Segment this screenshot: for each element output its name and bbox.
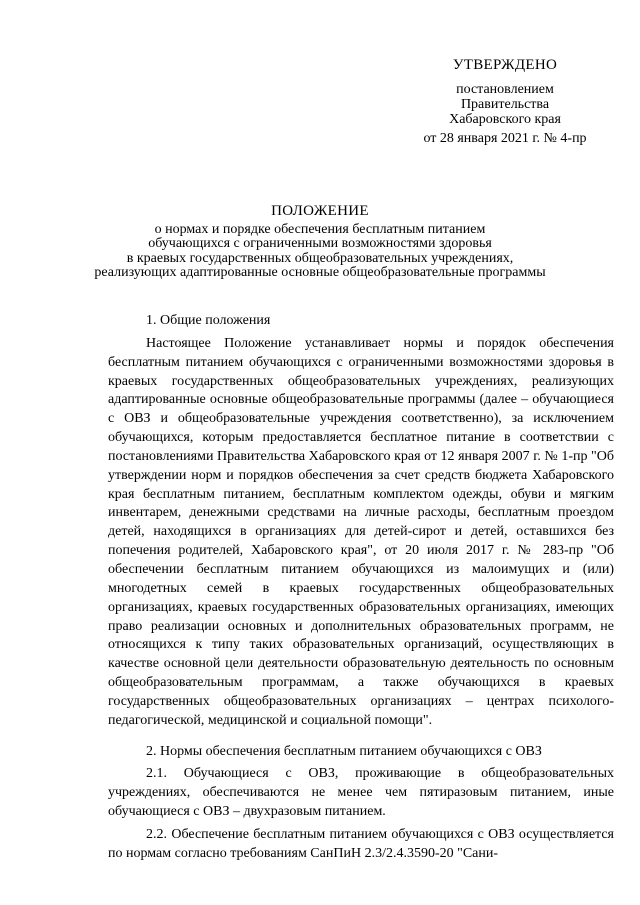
section-2-heading: 2. Нормы обеспечения бесплатным питанием обучающихся с ОВЗ [146, 743, 542, 759]
paragraph-2-1: 2.1. Обучающиеся с ОВЗ, проживающие в общеобразовательных учреждениях, обеспечиваются не менее чем пятиразовым питанием, иные обучающиеся с ОВЗ – двухразовым питанием. [108, 766, 614, 820]
document-title: ПОЛОЖЕНИЕ [271, 203, 369, 219]
document-subtitle-line-4: реализующих адаптированные основные общеобразовательные программы [94, 265, 546, 280]
approval-line-1: постановлением [456, 82, 554, 97]
document-subtitle-line-2: обучающихся с ограниченными возможностями здоровья [148, 236, 492, 251]
approval-heading: УТВЕРЖДЕНО [452, 57, 558, 73]
document-subtitle-line-3: в краевых государственных общеобразовательных учреждениях, [126, 250, 514, 266]
approval-line-3: Хабаровского края [449, 112, 561, 127]
paragraph-2-2: 2.2. Обеспечение бесплатным питанием обучающихся с ОВЗ осуществляется по нормам согласно требованиям СанПиН 2.3/2.4.3590-20 "Сани- [108, 826, 614, 861]
section-1-paragraph: Настоящее Положение устанавливает нормы и порядок обеспечения бесплатным питанием обучающихся с ограниченными возможностями здоровья в краевых государственных общеобразовательных учреждениях, реализующих адаптированные основные общеобразовательные программы (далее – обучающиеся с ОВЗ и общеобразовательные учреждения соответственно), за исключением обучающихся, которым предоставляется бесплатное питание в соответствии с постановлениями Правительства Хабаровского края от 12 января 2007 г. № 1-пр "Об утверждении норм и порядков обеспечения за счет средств бюджета Хабаровского края бесплатным питанием, бесплатным комплектом одежды, обуви и мягким инвентарем, денежными средствами на личные расходы, бесплатным проездом детей, находящихся в организациях для детей-сирот и детей, оставшихся без попечения родителей, Хабаровского края", от 20 июля 2017 г. № 283-пр "Об обеспечении бесплатным питанием обучающихся из малоимущих и (или) многодетных семей в краевых государственных общеобразовательных организациях, краевых государственных образовательных организациях, имеющих право реализации основных и дополнительных образовательных программ, не относящихся к типу таких образовательных организаций, осуществляющих в качестве основной цели деятельности образовательную деятельность по основным общеобразовательным программам, а также обучающихся в краевых государственных общеобразовательных организациях – центрах психолого-педагогической, медицинской и социальной помощи". [108, 335, 614, 728]
approval-stamp [395, 58, 615, 146]
document-body [108, 312, 614, 864]
document-subtitle-line-1: о нормах и порядке обеспечения бесплатным питанием [154, 221, 486, 237]
document-title-block [80, 204, 560, 281]
approval-line-2: Правительства [460, 97, 550, 112]
section-1-heading: 1. Общие положения [146, 313, 271, 328]
section-gap [108, 731, 614, 743]
approval-date: от 28 января 2021 г. № 4-пр [423, 131, 587, 146]
